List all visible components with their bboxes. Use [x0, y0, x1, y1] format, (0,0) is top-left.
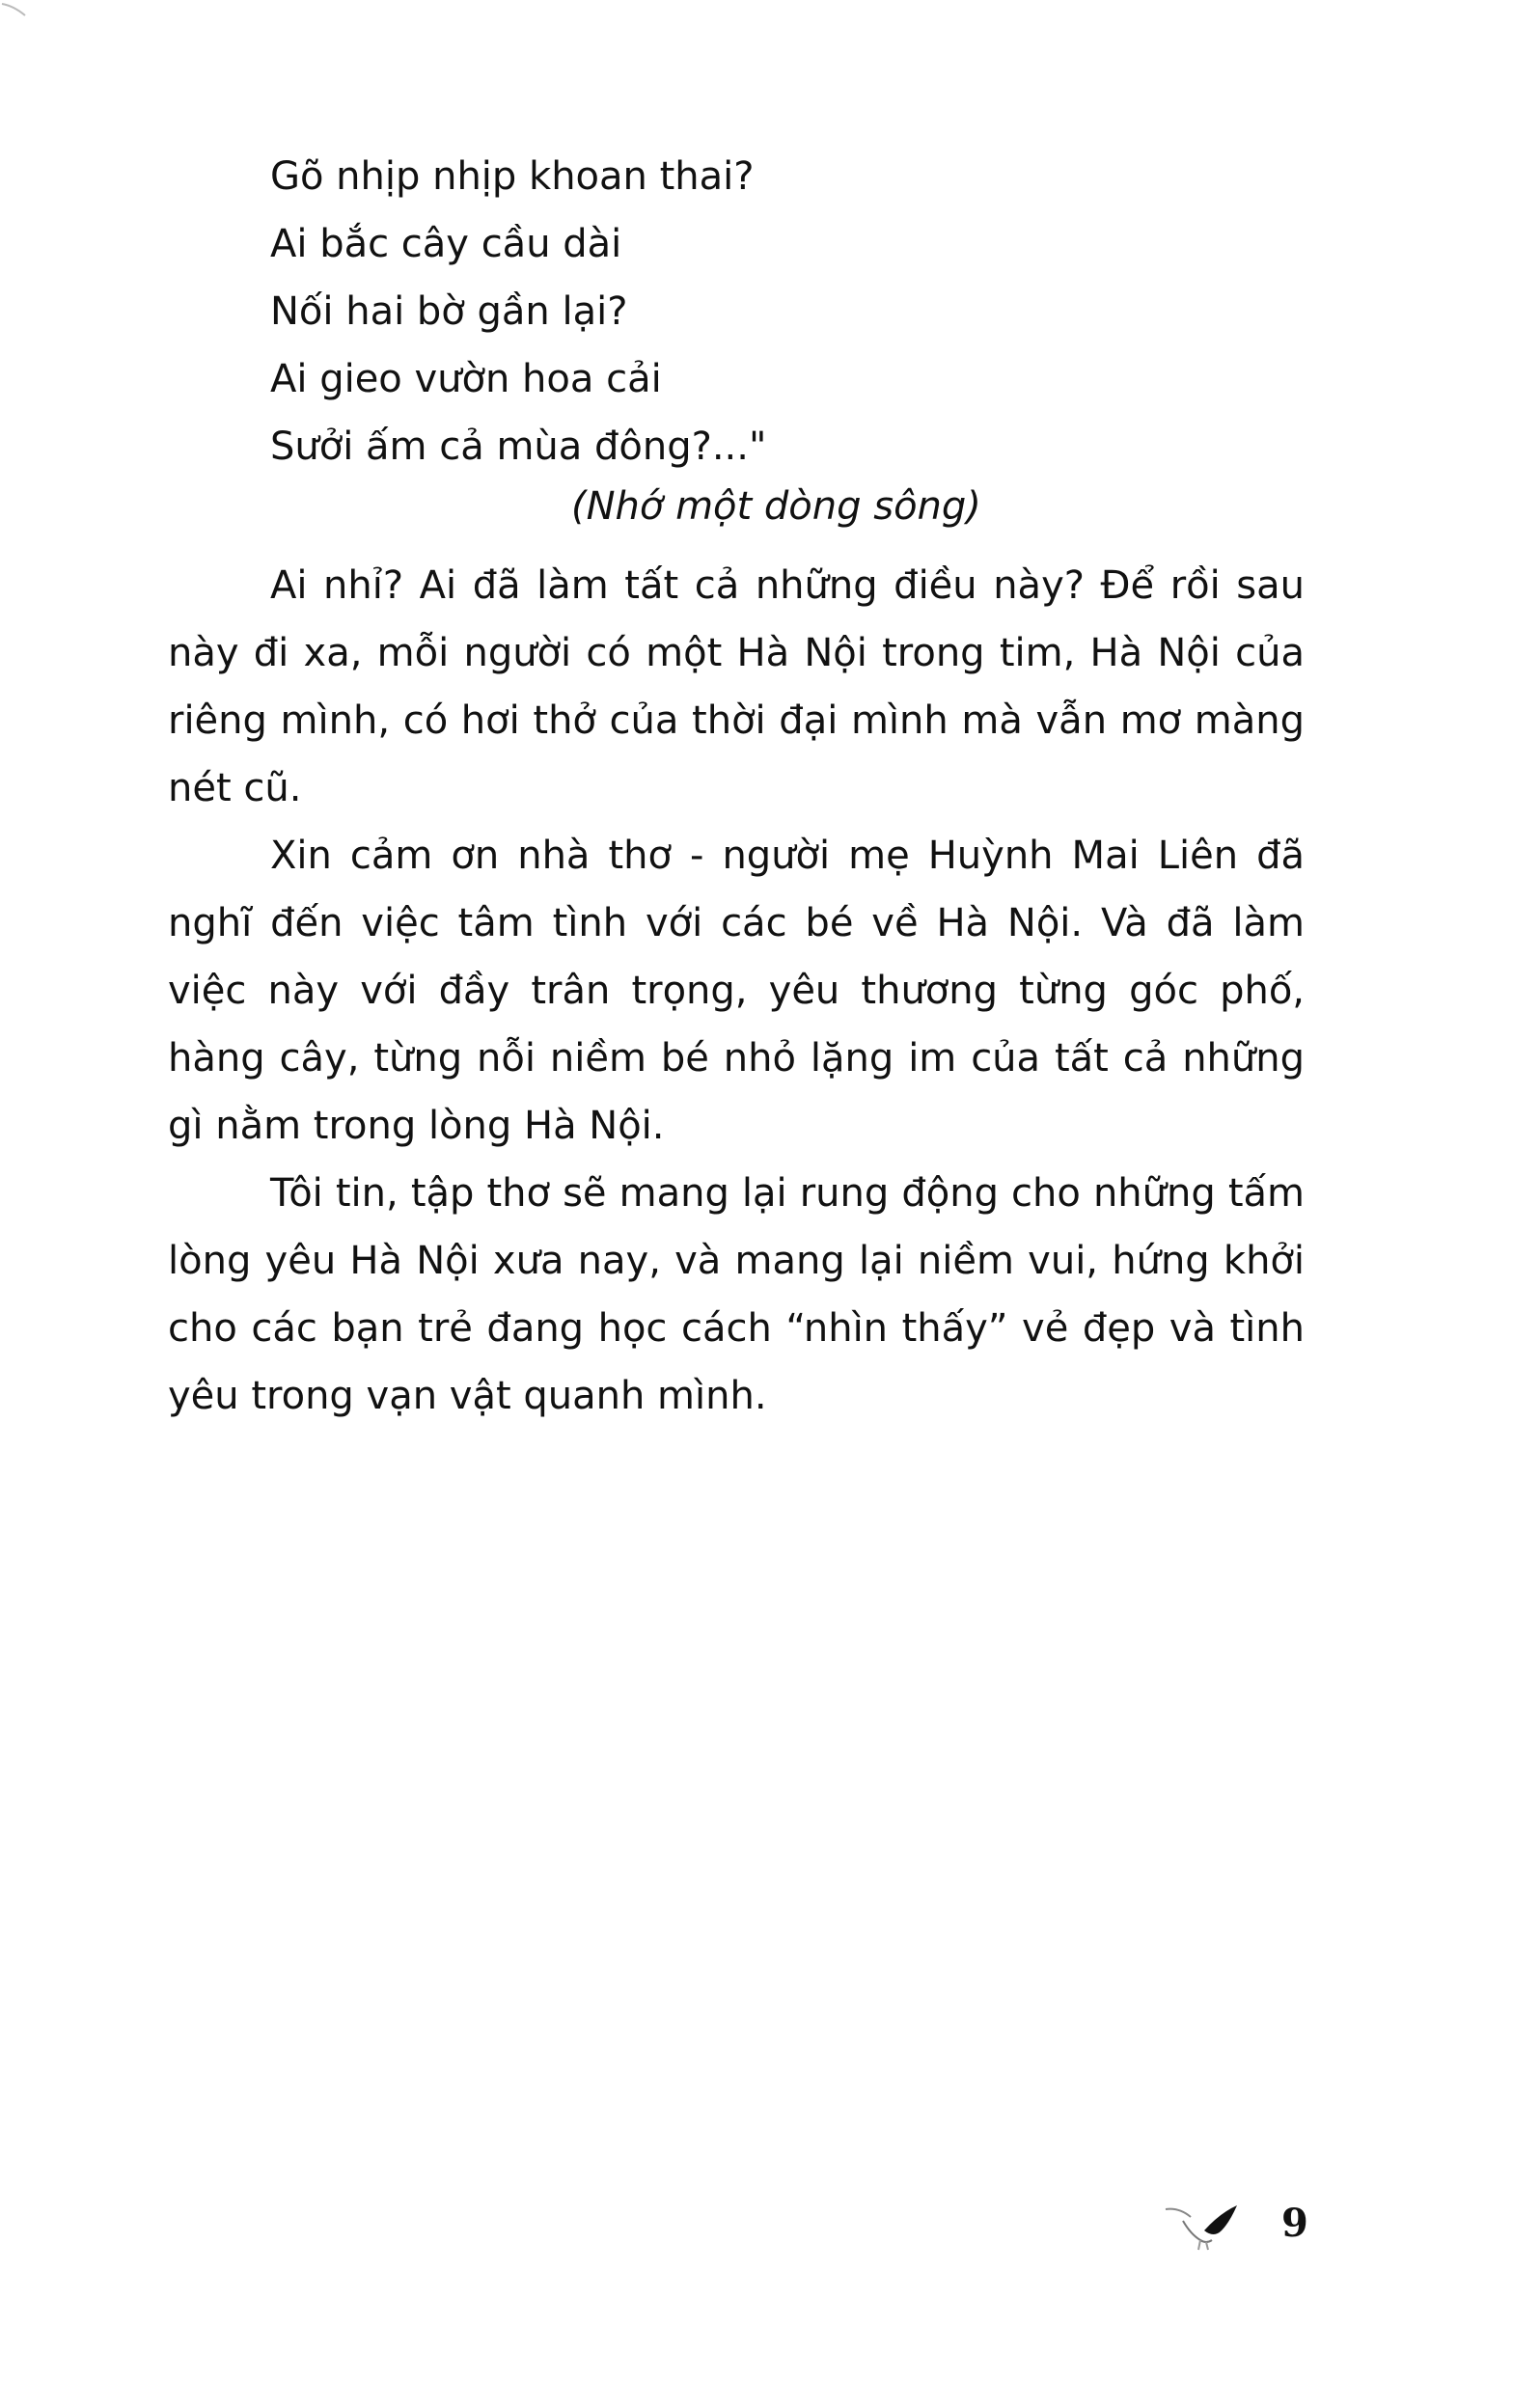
poem-line: Nối hai bờ gần lại?	[270, 289, 628, 334]
poem-line: Gõ nhịp nhịp khoan thai?	[270, 154, 755, 199]
poem-line: Ai bắc cây cầu dài	[270, 222, 622, 266]
paragraph: Tôi tin, tập thơ sẽ mang lại rung động cho những tấm lòng yêu Hà Nội xưa nay, và mang lại niềm vui, hứng khởi cho các bạn trẻ đang học cách “nhìn thấy” vẻ đẹp và tình yêu trong vạn vật quanh mình.	[168, 1171, 1305, 1418]
poem-line: Ai gieo vườn hoa cải	[270, 357, 662, 401]
paragraph: Xin cảm ơn nhà thơ - người mẹ Huỳnh Mai Liên đã nghĩ đến việc tâm tình với các bé về Hà Nội. Và đã làm việc này với đầy trân trọng, yêu thương từng góc phố, hàng cây, từng nỗi niềm bé nhỏ lặng im của tất cả những gì nằm trong lòng Hà Nội.	[168, 834, 1305, 1148]
paragraph: Ai nhỉ? Ai đã làm tất cả những điều này? Để rồi sau này đi xa, mỗi người có một Hà Nội trong tim, Hà Nội của riêng mình, có hơi thở của thời đại mình mà vẫn mơ màng nét cũ.	[168, 563, 1305, 810]
bird-ornament-icon	[1162, 2202, 1239, 2252]
scan-corner-mark	[0, 0, 39, 29]
body-text	[168, 552, 1305, 1430]
poem-excerpt	[270, 143, 1139, 480]
poem-attribution: (Nhớ một dòng sông)	[571, 484, 981, 529]
poem-line: Sưởi ấm cả mùa đông?..."	[270, 424, 767, 469]
page-number: 9	[1281, 2201, 1308, 2246]
